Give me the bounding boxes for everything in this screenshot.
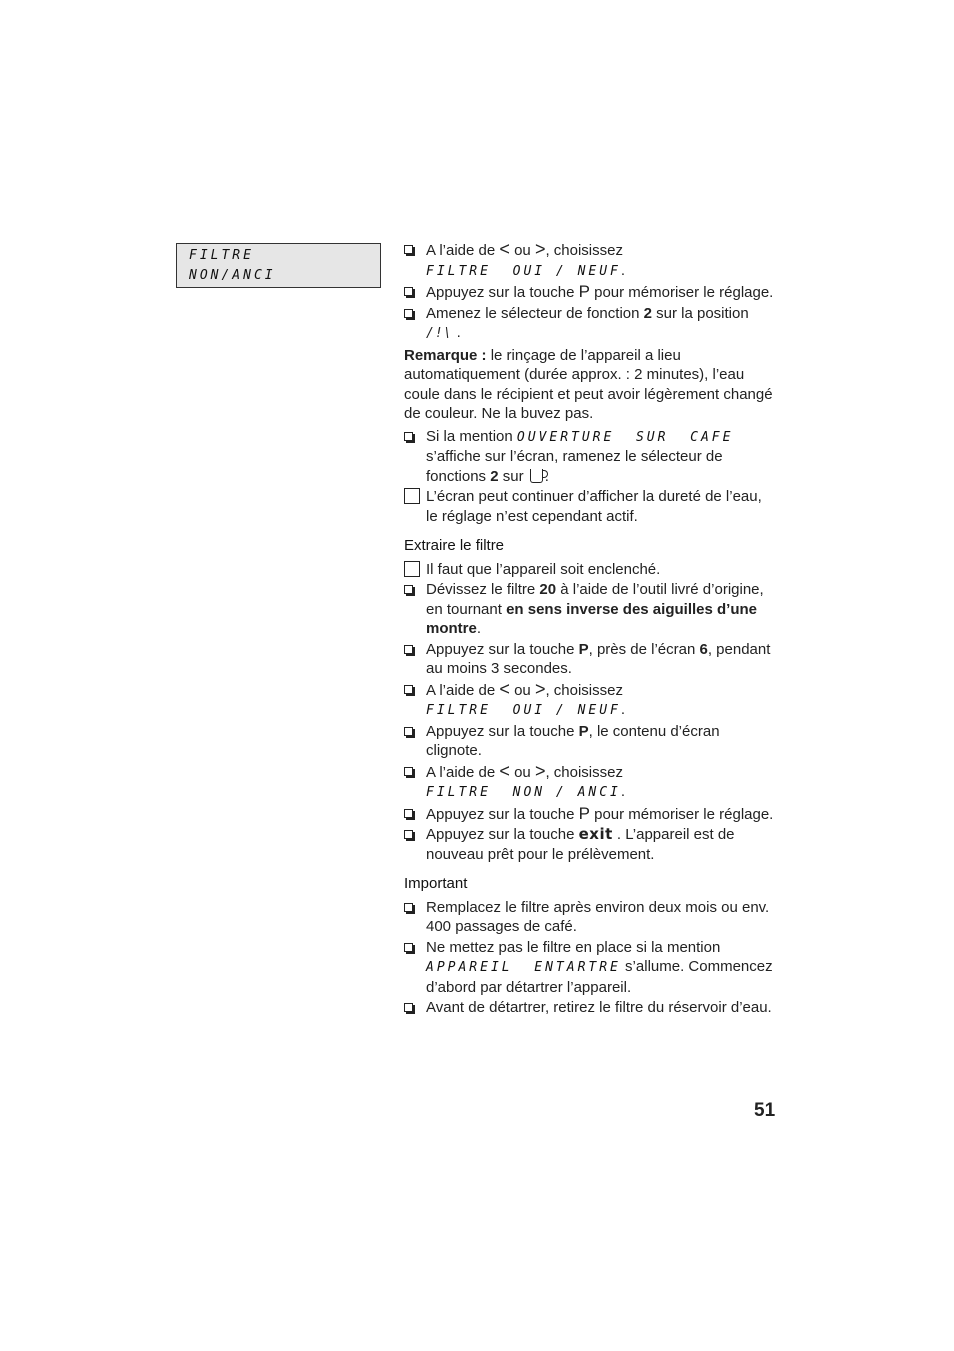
p-key-label: P	[578, 803, 590, 823]
left-arrow-key-icon: <	[499, 239, 510, 259]
list-item: Si la mention OUVERTURE SUR CAFE s’affiche sur l’écran, ramenez le sélecteur de fonctions 2 sur .	[404, 427, 776, 487]
list-item: Appuyez sur la touche P pour mémoriser le réglage.	[404, 282, 776, 303]
coffee-cup-icon	[530, 469, 543, 483]
section-heading-extraire: Extraire le filtre	[404, 537, 505, 554]
lcd-text: APPAREIL ENTARTRE	[426, 960, 621, 975]
list-item: Avant de détartrer, retirez le filtre du réservoir d’eau.	[404, 998, 776, 1018]
list-item: Appuyez sur la touche P, le contenu d’écran clignote.	[404, 722, 776, 761]
checkbox-bullet-icon	[404, 287, 413, 296]
checkbox-bullet-icon	[404, 685, 413, 694]
list-item: Ne mettez pas le filtre en place si la mention APPAREIL ENTARTRE s’allume. Commencez d’abord par détartrer l’appareil.	[404, 938, 776, 998]
page-number: 51	[754, 1100, 776, 1121]
instructions-column	[404, 240, 776, 1019]
list-item: Appuyez sur la touche P, près de l’écran 6, pendant au moins 3 secondes.	[404, 640, 776, 679]
checkbox-bullet-icon	[404, 432, 413, 441]
checkbox-bullet-icon	[404, 830, 413, 839]
lcd-text: FILTRE OUI / NEUF	[426, 263, 621, 279]
remark-paragraph: Remarque : le rinçage de l’appareil a lieu automatiquement (durée approx. : 2 minutes), l’eau coule dans le récipient et peut avoir légèrement changé de couleur. Ne la buvez pas.	[404, 346, 773, 422]
rinse-position-icon: /!\	[426, 326, 453, 341]
right-arrow-key-icon: >	[534, 239, 546, 259]
left-arrow-key-icon: <	[499, 678, 510, 699]
list-item: Appuyez sur la touche P pour mémoriser le réglage.	[404, 804, 776, 825]
checkbox-bullet-icon	[404, 903, 413, 912]
checkbox-bullet-icon	[404, 645, 413, 654]
checkbox-bullet-icon	[404, 1003, 413, 1012]
right-arrow-key-icon: >	[534, 760, 546, 781]
checkbox-bullet-icon	[404, 309, 413, 318]
list-item: Dévissez le filtre 20 à l’aide de l’outil livré d’origine, en tournant en sens inverse des aiguilles d’une montre.	[404, 580, 776, 639]
list-item: Remplacez le filtre après environ deux mois ou env. 400 passages de café.	[404, 898, 776, 937]
list-item: A l’aide de < ou >, choisissez FILTRE OUI / NEUF.	[404, 240, 776, 281]
note-box-icon	[404, 488, 420, 504]
checkbox-bullet-icon	[404, 727, 413, 736]
lcd-text: FILTRE NON / ANCI	[426, 785, 621, 800]
p-key-label: P	[578, 282, 590, 301]
checkbox-bullet-icon	[404, 585, 413, 594]
note-item: L’écran peut continuer d’afficher la dureté de l’eau, le réglage n’est cependant actif.	[404, 487, 776, 526]
lcd-text: OUVERTURE SUR CAFE	[516, 429, 734, 445]
note-item: Il faut que l’appareil soit enclenché.	[404, 560, 776, 580]
lcd-line-2: NON/ANCI	[189, 268, 276, 283]
checkbox-bullet-icon	[404, 245, 413, 254]
exit-key-label: exit	[578, 825, 613, 843]
section-heading-important: Important	[404, 875, 468, 892]
checkbox-bullet-icon	[404, 943, 413, 952]
list-item: Appuyez sur la touche exit . L’appareil est de nouveau prêt pour le prélèvement.	[404, 825, 776, 864]
lcd-line-1: FILTRE	[189, 248, 254, 263]
list-item: A l’aide de < ou >, choisissez FILTRE NON / ANCI.	[404, 762, 776, 803]
checkbox-bullet-icon	[404, 809, 413, 818]
lcd-display-panel	[176, 243, 381, 288]
left-arrow-key-icon: <	[499, 760, 510, 781]
note-box-icon	[404, 561, 420, 577]
list-item: Amenez le sélecteur de fonction 2 sur la position /!\ .	[404, 304, 776, 344]
checkbox-bullet-icon	[404, 767, 413, 776]
lcd-text: FILTRE OUI / NEUF	[426, 703, 621, 718]
right-arrow-key-icon: >	[534, 678, 546, 699]
list-item: A l’aide de < ou >, choisissez FILTRE OUI / NEUF.	[404, 680, 776, 721]
